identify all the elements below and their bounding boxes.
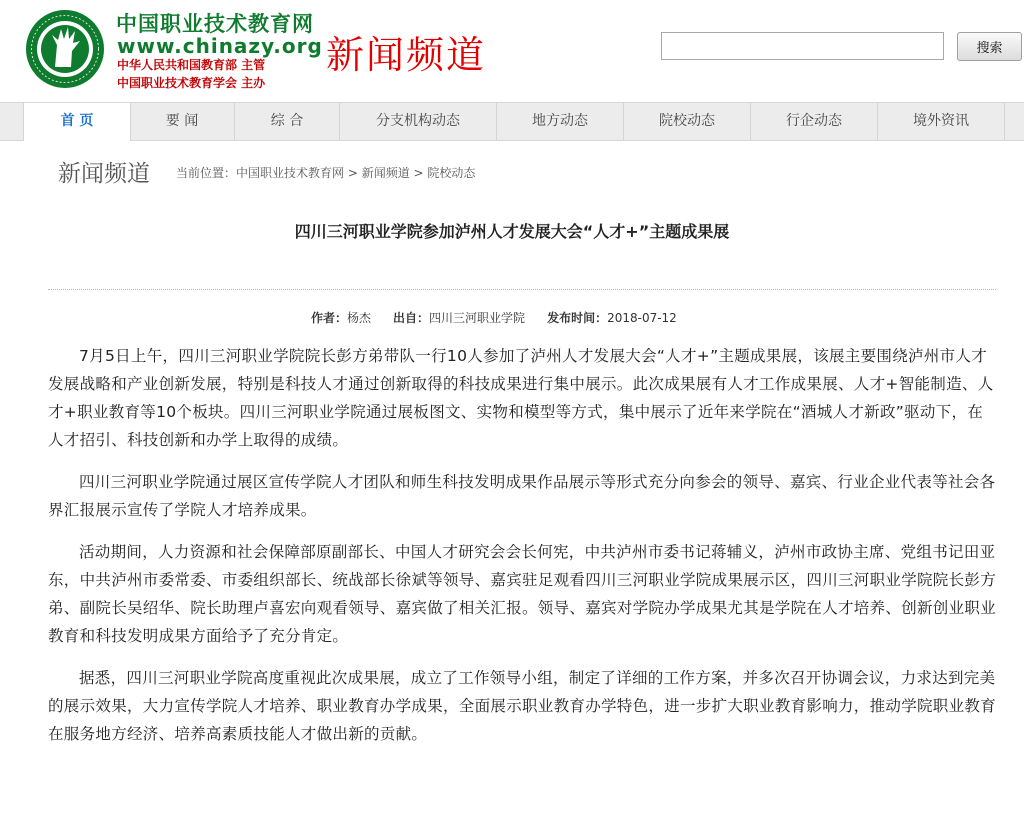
date-label: 发布时间： bbox=[547, 311, 608, 325]
date-value: 2018-07-12 bbox=[607, 311, 677, 325]
author-label: 作者： bbox=[311, 311, 348, 325]
article-meta bbox=[311, 309, 677, 326]
breadcrumb-prefix: 当前位置： bbox=[176, 166, 237, 180]
nav-item-overseas[interactable]: 境外资讯 bbox=[878, 103, 1005, 140]
article-body bbox=[48, 342, 996, 762]
breadcrumb bbox=[176, 164, 475, 181]
section-title: 新闻频道 bbox=[58, 161, 150, 187]
source-label: 出自： bbox=[393, 311, 430, 325]
breadcrumb-link-channel[interactable]: 新闻频道 bbox=[361, 166, 410, 180]
site-header bbox=[0, 0, 1024, 97]
breadcrumb-link-home[interactable]: 中国职业技术教育网 bbox=[236, 166, 345, 180]
site-name[interactable]: 中国职业技术教育网 bbox=[116, 12, 314, 36]
nav-item-general[interactable]: 综 合 bbox=[235, 103, 340, 140]
nav-item-industry[interactable]: 行企动态 bbox=[751, 103, 878, 140]
breadcrumb-separator: > bbox=[344, 166, 362, 180]
nav-item-local[interactable]: 地方动态 bbox=[497, 103, 624, 140]
author-value: 杨杰 bbox=[347, 311, 372, 325]
breadcrumb-separator: > bbox=[409, 166, 428, 180]
nav-item-schools[interactable]: 院校动态 bbox=[624, 103, 751, 140]
article-paragraph: 7月5日上午，四川三河职业学院院长彭方弟带队一行10人参加了泸州人才发展大会“人才+”主题成果展，该展主要围绕泸州市人才发展战略和产业创新发展，特别是科技人才通过创新取得的科技成果进行集中展示。此次成果展有人才工作成果展、人才+智能制造、人才+职业教育等10个板块。四川三河职业学院通过展板图文、实物和模型等方式，集中展示了近年来学院在“酒城人才新政”驱动下，在人才招引、科技创新和办学上取得的成绩。 bbox=[48, 347, 994, 449]
article-paragraph: 四川三河职业学院通过展区宣传学院人才团队和师生科技发明成果作品展示等形式充分向参会的领导、嘉宾、行业企业代表等社会各界汇报展示宣传了学院人才培养成果。 bbox=[48, 473, 996, 519]
search-input[interactable] bbox=[661, 32, 944, 60]
article-title: 四川三河职业学院参加泸州人才发展大会“人才+”主题成果展 bbox=[294, 222, 730, 241]
site-logo-icon[interactable] bbox=[25, 9, 105, 89]
main-nav bbox=[0, 102, 1024, 141]
breadcrumb-link-category[interactable]: 院校动态 bbox=[427, 166, 476, 180]
search-button[interactable]: 搜索 bbox=[957, 32, 1022, 61]
article-paragraph: 据悉，四川三河职业学院高度重视此次成果展，成立了工作领导小组，制定了详细的工作方案，并多次召开协调会议，力求达到完美的展示效果，大力宣传学院人才培养、职业教育办学成果，全面展示职业教育办学特色，进一步扩大职业教育影响力，推动学院职业教育在服务地方经济、培养高素质技能人才做出新的贡献。 bbox=[48, 669, 997, 743]
nav-item-home[interactable]: 首 页 bbox=[23, 103, 131, 141]
article-paragraph: 活动期间，人力资源和社会保障部原副部长、中国人才研究会会长何宪，中共泸州市委书记蒋辅义，泸州市政协主席、党组书记田亚东，中共泸州市委常委、市委组织部长、统战部长徐斌等领导、嘉宾驻足观看四川三河职业学院成果展示区，四川三河职业学院院长彭方弟、副院长吴绍华、院长助理卢喜宏向观看领导、嘉宾做了相关汇报。领导、嘉宾对学院办学成果尤其是学院在人才培养、创新创业职业教育和科技发明成果方面给予了充分肯定。 bbox=[48, 543, 997, 645]
nav-item-branches[interactable]: 分支机构动态 bbox=[340, 103, 497, 140]
sponsor-line-2: 中国职业技术教育学会 主办 bbox=[117, 76, 266, 90]
site-url[interactable]: www.chinazy.org bbox=[117, 34, 323, 58]
title-divider bbox=[48, 289, 996, 290]
sponsor-line-1: 中华人民共和国教育部 主管 bbox=[117, 58, 266, 72]
channel-title: 新闻频道 bbox=[326, 33, 487, 77]
nav-item-headlines[interactable]: 要 闻 bbox=[130, 103, 235, 140]
source-value: 四川三河职业学院 bbox=[429, 311, 526, 325]
